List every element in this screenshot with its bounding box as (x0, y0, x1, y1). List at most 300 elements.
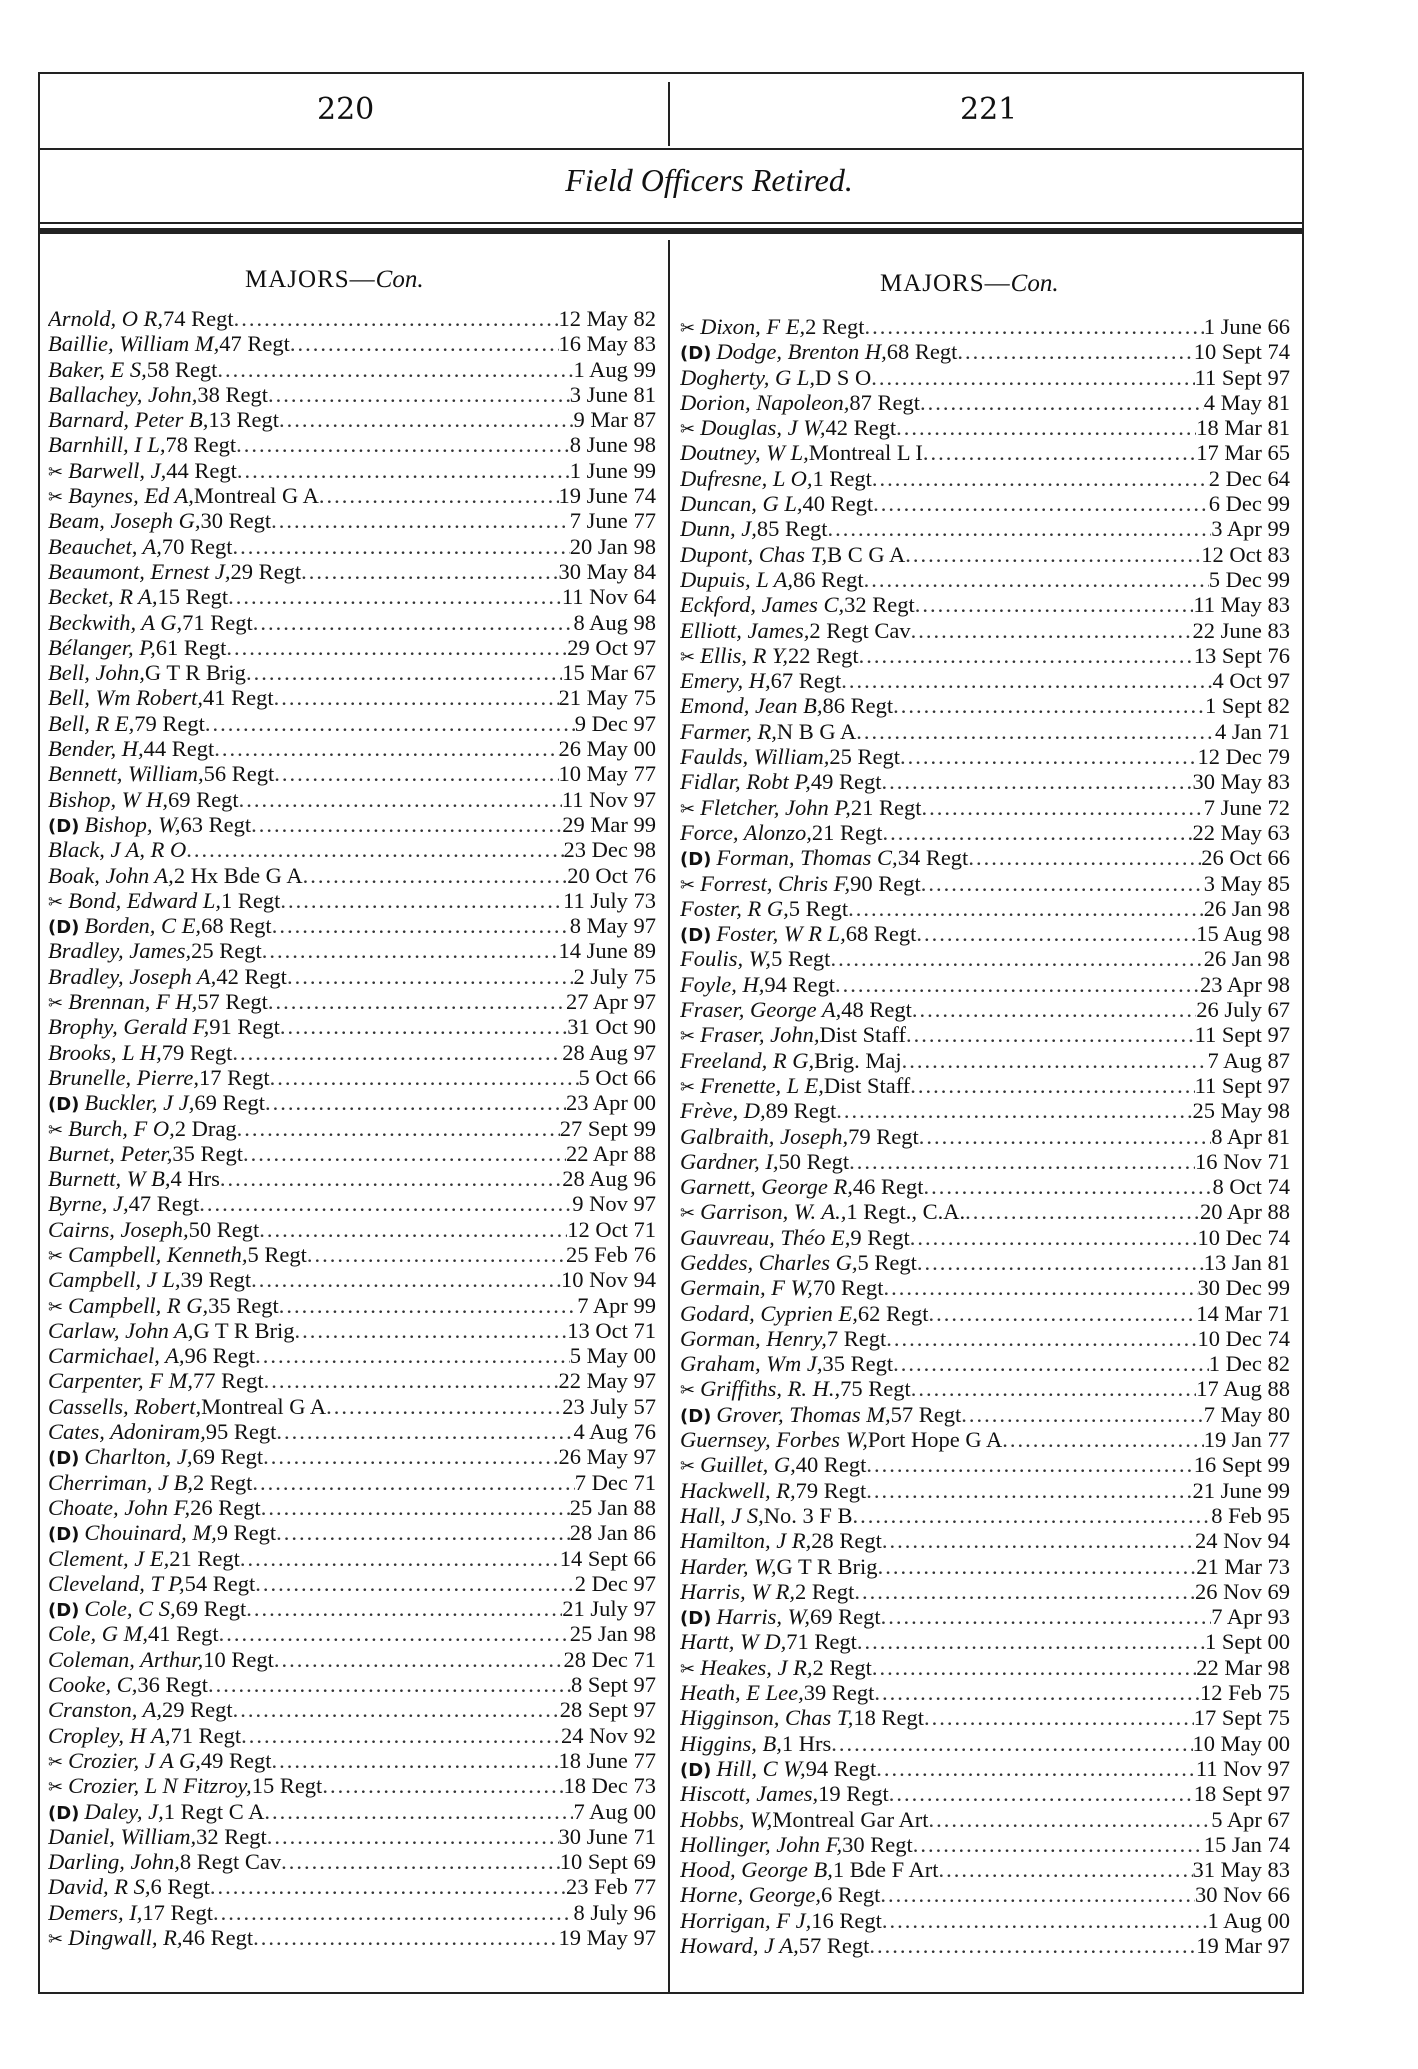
leader-dots (261, 1495, 570, 1520)
scissors-icon: ✂ (48, 1245, 64, 1267)
retirement-date: 18 June 77 (558, 1747, 656, 1773)
list-item (680, 592, 1290, 617)
deceased-marker: (D) (680, 925, 712, 947)
leader-dots (234, 306, 559, 331)
leader-dots (828, 516, 1212, 541)
leader-dots (906, 1022, 1195, 1047)
officer-unit: 21 Regt (169, 1545, 240, 1571)
retirement-date: 8 Feb 95 (1211, 1502, 1290, 1528)
retirement-date: 3 May 85 (1203, 870, 1290, 896)
officer-name: Burnett, W B, (48, 1166, 171, 1192)
officer-name: Dupuis, L A, (680, 566, 793, 592)
officer-name: Grover, Thomas M, (716, 1401, 891, 1427)
leader-dots (881, 1604, 1212, 1629)
leader-dots (854, 1579, 1195, 1604)
scissors-icon: ✂ (680, 1076, 696, 1098)
officer-name: Guernsey, Forbes W, (680, 1427, 868, 1453)
list-item (48, 989, 656, 1014)
officer-unit: 34 Regt (897, 845, 969, 871)
officer-name: Dufresne, L O, (680, 465, 813, 491)
retirement-date: 26 July 67 (1196, 997, 1290, 1023)
list-item (48, 1293, 656, 1318)
retirement-date: 28 Sept 97 (559, 1697, 656, 1723)
list-item (680, 946, 1290, 971)
retirement-date: 21 Mar 73 (1196, 1553, 1290, 1579)
title-rule-thick (38, 228, 1302, 234)
leader-dots (199, 1191, 572, 1216)
retirement-date: 31 May 83 (1192, 1857, 1290, 1883)
leader-dots (319, 483, 559, 508)
leader-dots (848, 896, 1204, 921)
officer-name: Ballachey, John, (48, 381, 198, 407)
leader-dots (264, 1368, 559, 1393)
officer-unit: Port Hope G A (867, 1427, 1003, 1453)
officer-unit: 32 Regt (196, 1823, 267, 1849)
right-page-number: 221 (960, 92, 1018, 127)
officer-unit: 79 Regt (848, 1123, 919, 1149)
retirement-date: 26 Nov 69 (1195, 1578, 1290, 1604)
scissors-icon: ✂ (680, 1203, 696, 1225)
retirement-date: 2 Dec 97 (574, 1570, 656, 1596)
list-item (680, 1376, 1290, 1401)
officer-unit: 2 Hx Bde G A (173, 862, 303, 888)
list-item (48, 1470, 656, 1495)
leader-dots (905, 542, 1201, 567)
scissors-icon: ✂ (48, 1777, 64, 1799)
retirement-date: 19 June 74 (558, 483, 656, 509)
left-column-list (48, 306, 656, 1950)
officer-unit: 7 Regt (826, 1325, 887, 1351)
officer-unit: 47 Regt (128, 1191, 200, 1217)
officer-unit: 15 Regt (251, 1773, 323, 1799)
officer-unit: 18 Regt (853, 1705, 924, 1731)
officer-name: Brunelle, Pierre, (48, 1064, 199, 1090)
retirement-date: 1 June 66 (1203, 314, 1290, 339)
retirement-date: 14 June 89 (558, 938, 656, 964)
retirement-date: 8 June 98 (569, 432, 656, 458)
retirement-date: 8 Aug 98 (573, 609, 656, 635)
retirement-date: 23 Dec 98 (563, 837, 656, 863)
list-item (48, 1900, 656, 1925)
retirement-date: 8 Apr 81 (1211, 1123, 1290, 1149)
list-item (48, 787, 656, 812)
retirement-date: 21 June 99 (1192, 1477, 1290, 1503)
list-item (48, 357, 656, 382)
officer-unit: 94 Regt (805, 1755, 877, 1781)
retirement-date: 30 June 71 (558, 1823, 656, 1849)
list-item (680, 491, 1290, 516)
retirement-date: 10 May 77 (558, 761, 656, 787)
officer-name: Bender, H, (48, 736, 144, 762)
officer-name: Elliott, James, (680, 617, 810, 643)
officer-unit: 79 Regt (795, 1477, 867, 1503)
officer-unit: No. 3 F B (763, 1502, 853, 1528)
officer-name: Emond, Jean B, (680, 693, 823, 719)
leader-dots (882, 1908, 1208, 1933)
list-item (48, 458, 656, 483)
list-item (680, 415, 1290, 440)
list-item (48, 1874, 656, 1899)
leader-dots (882, 1528, 1195, 1553)
officer-unit: 90 Regt (850, 870, 921, 896)
retirement-date: 21 July 97 (562, 1596, 656, 1622)
list-item (680, 542, 1290, 567)
retirement-date: 26 Oct 66 (1201, 845, 1290, 871)
list-item (680, 440, 1290, 465)
officer-name: Carmichael, A, (48, 1343, 185, 1369)
officer-name: Frenette, L E, (700, 1072, 824, 1098)
retirement-date: 23 July 57 (562, 1393, 656, 1419)
officer-unit: 44 Regt (143, 736, 215, 762)
retirement-date: 15 Mar 67 (562, 660, 656, 686)
leader-dots (236, 432, 570, 457)
list-item (48, 1799, 656, 1824)
leader-dots (917, 1250, 1204, 1275)
officer-unit: G T R Brig (193, 1317, 295, 1343)
retirement-date: 28 Jan 86 (569, 1520, 656, 1546)
list-item (48, 888, 656, 913)
column-divider (668, 240, 670, 1992)
officer-unit: 56 Regt (203, 761, 275, 787)
leader-dots (889, 1781, 1194, 1806)
officer-unit: G T R Brig (776, 1553, 878, 1579)
leader-dots (271, 508, 570, 533)
leader-dots (253, 610, 574, 635)
officer-name: Hall, J S, (680, 1502, 764, 1528)
leader-dots (859, 643, 1194, 668)
leader-dots (921, 871, 1204, 896)
list-item (680, 1098, 1290, 1123)
retirement-date: 13 Sept 76 (1193, 642, 1290, 668)
retirement-date: 26 May 97 (558, 1444, 656, 1470)
leader-dots (916, 921, 1196, 946)
list-item (48, 1014, 656, 1039)
officer-unit: 89 Regt (765, 1098, 837, 1124)
leader-dots (882, 820, 1192, 845)
retirement-date: 1 Aug 00 (1207, 1907, 1290, 1933)
retirement-date: 25 Jan 88 (569, 1494, 656, 1520)
list-item (680, 1199, 1290, 1224)
list-item (48, 1090, 656, 1115)
list-item (48, 1520, 656, 1545)
officer-name: Carlaw, John A, (48, 1317, 194, 1343)
officer-unit: 94 Regt (764, 971, 835, 997)
retirement-date: 24 Nov 94 (1195, 1528, 1290, 1554)
leader-dots (243, 1141, 566, 1166)
leader-dots (233, 534, 570, 559)
officer-unit: 68 Regt (845, 921, 917, 947)
leader-dots (881, 769, 1192, 794)
officer-name: Fraser, John, (700, 1022, 820, 1048)
officer-unit: 96 Regt (184, 1343, 256, 1369)
retirement-date: 4 May 81 (1203, 389, 1290, 415)
officer-name: Brophy, Gerald F, (48, 1014, 210, 1040)
leader-dots (900, 744, 1198, 769)
list-item (680, 693, 1290, 718)
leader-dots (220, 1166, 562, 1191)
leader-dots (929, 1807, 1212, 1832)
right-column-heading: MAJORS—Con. (880, 270, 1059, 297)
retirement-date: 12 Feb 75 (1200, 1680, 1290, 1706)
officer-unit: 49 Regt (200, 1747, 272, 1773)
officer-unit: 25 Regt (191, 938, 262, 964)
list-item (680, 1807, 1290, 1832)
officer-name: Hamilton, J R, (680, 1528, 812, 1554)
officer-unit: 39 Regt (803, 1680, 875, 1706)
leader-dots (872, 466, 1209, 491)
retirement-date: 10 Dec 74 (1197, 1325, 1290, 1351)
officer-name: Heakes, J R, (700, 1654, 813, 1680)
officer-unit: 46 Regt (852, 1174, 924, 1200)
retirement-date: 30 May 84 (558, 558, 656, 584)
officer-name: Dodge, Brenton H, (716, 339, 887, 365)
officer-name: Bell, R E, (48, 710, 135, 736)
leader-dots (307, 1242, 566, 1267)
officer-name: Hackwell, R, (680, 1477, 796, 1503)
scissors-icon: ✂ (680, 318, 696, 339)
retirement-date: 19 May 97 (558, 1925, 656, 1950)
leader-dots (281, 1849, 560, 1874)
leader-dots (217, 357, 573, 382)
officer-name: David, R S, (48, 1874, 151, 1900)
officer-name: Griffiths, R. H., (700, 1376, 841, 1402)
leader-dots (240, 1546, 560, 1571)
officer-name: Cassells, Robert, (48, 1393, 202, 1419)
retirement-date: 10 Dec 74 (1197, 1224, 1290, 1250)
officer-unit: 35 Regt (172, 1140, 243, 1166)
officer-unit: 69 Regt (809, 1604, 881, 1630)
officer-name: Foulis, W, (680, 946, 772, 972)
retirement-date: 25 May 98 (1192, 1098, 1290, 1124)
officer-name: Dogherty, G L, (680, 364, 815, 390)
retirement-date: 30 Nov 66 (1195, 1882, 1290, 1908)
list-item (680, 1680, 1290, 1705)
officer-name: Baker, E S, (48, 356, 147, 382)
retirement-date: 7 Dec 71 (574, 1469, 656, 1495)
officer-name: Campbell, J L, (48, 1267, 181, 1293)
leader-dots (214, 736, 558, 761)
officer-unit: 69 Regt (168, 786, 239, 812)
officer-name: Foster, R G, (680, 895, 789, 921)
retirement-date: 11 Sept 97 (1194, 1022, 1290, 1048)
retirement-date: 22 Mar 98 (1196, 1654, 1290, 1680)
leader-dots (920, 390, 1204, 415)
officer-name: Godard, Cyprien E, (680, 1300, 858, 1326)
officer-name: Geddes, Charles G, (680, 1249, 858, 1275)
list-item (48, 1242, 656, 1267)
retirement-date: 22 May 63 (1192, 819, 1290, 845)
retirement-date: 22 June 83 (1192, 617, 1290, 643)
officer-name: Demers, I, (48, 1899, 143, 1925)
officer-unit: 2 Regt (812, 1654, 872, 1680)
officer-unit: 1 Bde F Art (832, 1857, 939, 1883)
leader-dots (290, 331, 559, 356)
list-item (680, 1124, 1290, 1149)
list-item (680, 1629, 1290, 1654)
leader-dots (913, 1832, 1204, 1857)
list-item (680, 365, 1290, 390)
leader-dots (871, 365, 1194, 390)
retirement-date: 5 Apr 67 (1211, 1806, 1290, 1832)
leader-dots (272, 913, 570, 938)
list-item (680, 1301, 1290, 1326)
list-item (680, 719, 1290, 744)
leader-dots (874, 1680, 1200, 1705)
retirement-date: 1 Dec 82 (1208, 1351, 1290, 1377)
officer-name: Barwell, J, (68, 457, 167, 483)
retirement-date: 16 May 83 (558, 331, 656, 357)
list-item (48, 584, 656, 609)
retirement-date: 4 Jan 71 (1215, 718, 1290, 744)
list-item (680, 1604, 1290, 1629)
officer-unit: 22 Regt (788, 642, 859, 668)
retirement-date: 10 Sept 74 (1193, 339, 1290, 365)
officer-unit: 69 Regt (194, 1090, 265, 1116)
officer-name: Hill, C W, (716, 1755, 806, 1781)
officer-name: Barnhill, I L, (48, 432, 166, 458)
leader-dots (276, 1419, 573, 1444)
officer-unit: 2 Drag (174, 1115, 237, 1141)
officer-name: Emery, H, (680, 668, 771, 694)
leader-dots (303, 863, 568, 888)
list-item (48, 1217, 656, 1242)
leader-dots (259, 1217, 567, 1242)
list-item (48, 1697, 656, 1722)
officer-unit: 29 Regt (230, 558, 302, 584)
officer-name: Bell, Wm Robert, (48, 685, 203, 711)
list-item (48, 1166, 656, 1191)
list-item (48, 863, 656, 888)
list-item (48, 1925, 656, 1950)
retirement-date: 19 Jan 77 (1203, 1427, 1290, 1453)
list-item (48, 812, 656, 837)
list-item (680, 1225, 1290, 1250)
officer-name: Barnard, Peter B, (48, 407, 209, 433)
list-item (48, 306, 656, 331)
leader-dots (864, 567, 1209, 592)
leader-dots (262, 938, 559, 963)
retirement-date: 2 July 75 (573, 963, 656, 989)
leader-dots (232, 1040, 562, 1065)
officer-name: Beaumont, Ernest J, (48, 558, 231, 584)
leader-dots (252, 1470, 574, 1495)
officer-name: Bond, Edward L, (68, 887, 222, 913)
list-item (48, 711, 656, 736)
leader-dots (911, 618, 1193, 643)
list-item (680, 466, 1290, 491)
officer-name: Cleveland, T P, (48, 1570, 185, 1596)
leader-dots (866, 1452, 1193, 1477)
scissors-icon: ✂ (680, 1380, 696, 1402)
retirement-date: 9 Nov 97 (572, 1191, 656, 1217)
leader-dots (301, 559, 558, 584)
officer-name: Hobbs, W, (680, 1806, 773, 1832)
officer-name: Arnold, O R, (48, 306, 163, 331)
leader-dots (287, 964, 574, 989)
officer-name: Carpenter, F M, (48, 1368, 193, 1394)
list-item (48, 1267, 656, 1292)
retirement-date: 11 Sept 97 (1194, 1072, 1290, 1098)
leader-dots (322, 1773, 563, 1798)
list-item (680, 1579, 1290, 1604)
officer-unit: 10 Regt (203, 1646, 274, 1672)
list-item (680, 1073, 1290, 1098)
leader-dots (856, 719, 1215, 744)
leader-dots (866, 1478, 1192, 1503)
retirement-date: 5 May 00 (569, 1343, 656, 1369)
list-item (680, 1427, 1290, 1452)
list-item (48, 1647, 656, 1672)
retirement-date: 30 Dec 99 (1197, 1275, 1290, 1301)
retirement-date: 30 May 83 (1192, 769, 1290, 795)
leader-dots (274, 761, 558, 786)
officer-unit: 62 Regt (857, 1300, 929, 1326)
officer-name: Garnett, George R, (680, 1174, 853, 1200)
list-item (48, 913, 656, 938)
list-item (680, 1908, 1290, 1933)
list-item (680, 668, 1290, 693)
retirement-date: 11 July 73 (563, 887, 656, 913)
officer-name: Gauvreau, Théo E, (680, 1224, 851, 1250)
officer-name: Beckwith, A G, (48, 609, 183, 635)
officer-name: Gorman, Henry, (680, 1325, 827, 1351)
officer-unit: 71 Regt (170, 1722, 242, 1748)
retirement-date: 11 Sept 97 (1194, 364, 1290, 390)
officer-unit: 91 Regt (209, 1014, 280, 1040)
officer-name: Galbraith, Joseph, (680, 1123, 849, 1149)
retirement-date: 19 Mar 97 (1196, 1933, 1290, 1958)
officer-name: Hollinger, John F, (680, 1831, 843, 1857)
list-item (680, 1655, 1290, 1680)
officer-name: Germain, F W, (680, 1275, 813, 1301)
scissors-icon: ✂ (48, 1296, 64, 1318)
leader-dots (246, 1596, 562, 1621)
officer-unit: 74 Regt (163, 306, 234, 331)
retirement-date: 11 Nov 97 (561, 786, 656, 812)
retirement-date: 7 Aug 00 (573, 1798, 656, 1824)
list-item (48, 1040, 656, 1065)
officer-unit: 8 Regt Cav (179, 1849, 282, 1875)
retirement-date: 20 Apr 88 (1200, 1199, 1290, 1225)
list-item (48, 1343, 656, 1368)
list-item (48, 1495, 656, 1520)
retirement-date: 5 Oct 66 (578, 1064, 656, 1090)
left-column-heading: MAJORS—Con. (245, 266, 424, 293)
officer-unit: 1 Regt C A (163, 1798, 265, 1824)
officer-unit: 57 Regt (197, 989, 268, 1015)
leader-dots (268, 382, 570, 407)
officer-name: Harris, W, (716, 1604, 810, 1630)
leader-dots (896, 415, 1196, 440)
leader-dots (968, 845, 1201, 870)
officer-name: Foster, W R L, (716, 921, 846, 947)
leader-dots (922, 795, 1204, 820)
leader-dots (274, 1647, 564, 1672)
retirement-date: 5 Dec 99 (1208, 566, 1290, 592)
officer-name: Bell, John, (48, 660, 145, 686)
officer-name: Horrigan, F J, (680, 1907, 812, 1933)
retirement-date: 4 Oct 97 (1212, 668, 1290, 694)
leader-dots (910, 1073, 1194, 1098)
leader-dots (205, 711, 575, 736)
retirement-date: 7 June 77 (569, 508, 656, 534)
leader-dots (239, 787, 562, 812)
scissors-icon: ✂ (680, 1658, 696, 1680)
leader-dots (830, 946, 1203, 971)
officer-unit: 2 Regt (795, 1578, 855, 1604)
officer-unit: 1 Regt (221, 887, 281, 913)
list-item (680, 339, 1290, 364)
